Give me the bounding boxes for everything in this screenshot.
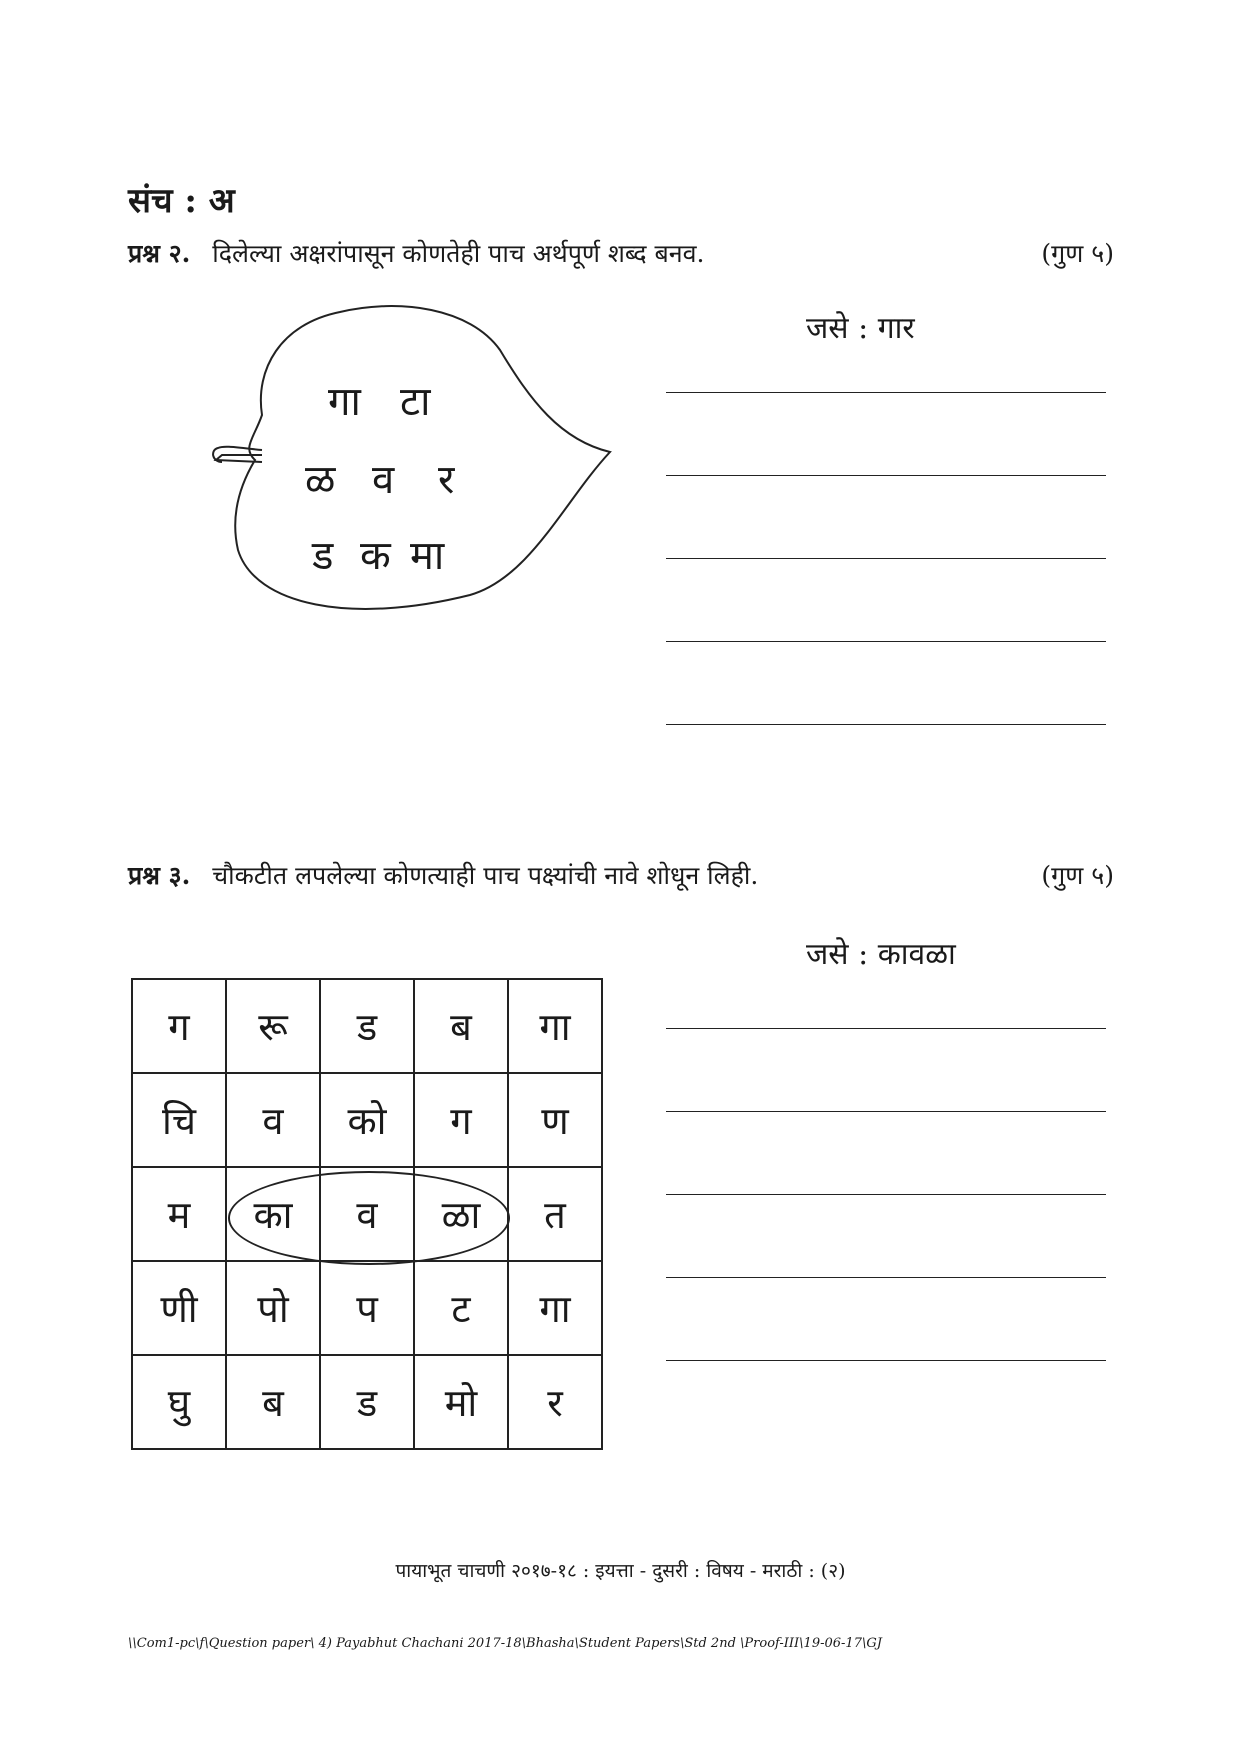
grid-cell[interactable]: को — [320, 1073, 414, 1167]
question-3-text: चौकटीत लपलेल्या कोणत्याही पाच पक्ष्यांची नावे शोधून लिही. — [212, 861, 759, 890]
grid-cell[interactable]: ग — [414, 1073, 508, 1167]
leaf-letter: व — [372, 457, 395, 503]
answer-line[interactable] — [666, 641, 1106, 642]
leaf-figure — [200, 300, 620, 630]
grid-cell[interactable]: व — [226, 1073, 320, 1167]
grid-cell[interactable]: र — [508, 1355, 602, 1449]
leaf-letter: गा — [328, 379, 361, 425]
leaf-letter: क — [360, 533, 391, 579]
leaf-letter: र — [438, 457, 455, 503]
grid-row — [132, 979, 602, 1073]
question-3-number: प्रश्न ३. — [128, 861, 191, 890]
grid-row — [132, 1261, 602, 1355]
leaf-letter: ळ — [305, 457, 336, 503]
grid-row — [132, 1167, 602, 1261]
grid-cell[interactable]: णी — [132, 1261, 226, 1355]
answer-line[interactable] — [666, 475, 1106, 476]
answer-line[interactable] — [666, 1194, 1106, 1195]
leaf-letter: ड — [312, 533, 334, 579]
answer-line[interactable] — [666, 392, 1106, 393]
grid-cell[interactable]: गा — [508, 979, 602, 1073]
grid-cell[interactable]: प — [320, 1261, 414, 1355]
answer-line[interactable] — [666, 1277, 1106, 1278]
question-2-marks: (गुण ५) — [1041, 239, 1114, 268]
answer-line[interactable] — [666, 558, 1106, 559]
grid-cell[interactable]: मो — [414, 1355, 508, 1449]
grid-cell[interactable]: ण — [508, 1073, 602, 1167]
answer-line[interactable] — [666, 1360, 1106, 1361]
question-2-text: दिलेल्या अक्षरांपासून कोणतेही पाच अर्थपूर्ण शब्द बनव. — [212, 239, 705, 268]
grid-row — [132, 1355, 602, 1449]
leaf-letter: टा — [400, 379, 431, 425]
file-path: \\Com1-pc\f\Question paper\ 4) Payabhut Chachani 2017-18\Bhasha\Student Papers\Std 2nd \Proof-III\19-06-17\GJ — [128, 1636, 882, 1651]
set-label: संच : अ — [128, 181, 235, 221]
question-3-prompt — [128, 858, 758, 892]
leaf-letter: मा — [410, 533, 445, 579]
question-2-number: प्रश्न २. — [128, 239, 191, 268]
grid-cell[interactable]: का — [226, 1167, 320, 1261]
question-3-header — [128, 858, 1114, 892]
grid-cell[interactable]: गा — [508, 1261, 602, 1355]
letter-grid — [131, 978, 603, 1450]
grid-cell[interactable]: ट — [414, 1261, 508, 1355]
answer-line[interactable] — [666, 1111, 1106, 1112]
grid-cell[interactable]: म — [132, 1167, 226, 1261]
grid-cell[interactable]: व — [320, 1167, 414, 1261]
question-2-header — [128, 236, 1114, 270]
grid-cell[interactable]: त — [508, 1167, 602, 1261]
grid-cell[interactable]: ग — [132, 979, 226, 1073]
grid-cell[interactable]: चि — [132, 1073, 226, 1167]
answer-line[interactable] — [666, 724, 1106, 725]
grid-cell[interactable]: ब — [226, 1355, 320, 1449]
grid-cell[interactable]: ड — [320, 979, 414, 1073]
grid-cell[interactable]: ब — [414, 979, 508, 1073]
question-2-prompt — [128, 236, 704, 270]
grid-row — [132, 1073, 602, 1167]
grid-cell[interactable]: ळा — [414, 1167, 508, 1261]
grid-cell[interactable]: पो — [226, 1261, 320, 1355]
question-3-marks: (गुण ५) — [1041, 861, 1114, 890]
question-3-example: जसे : कावळा — [806, 937, 956, 972]
grid-cell[interactable]: घु — [132, 1355, 226, 1449]
question-2-example: जसे : गार — [806, 311, 915, 346]
grid-cell[interactable]: रू — [226, 979, 320, 1073]
page-footer: पायाभूत चाचणी २०१७-१८ : इयत्ता - दुसरी : विषय - मराठी : (२) — [395, 1560, 846, 1582]
answer-line[interactable] — [666, 1028, 1106, 1029]
grid-cell[interactable]: ड — [320, 1355, 414, 1449]
